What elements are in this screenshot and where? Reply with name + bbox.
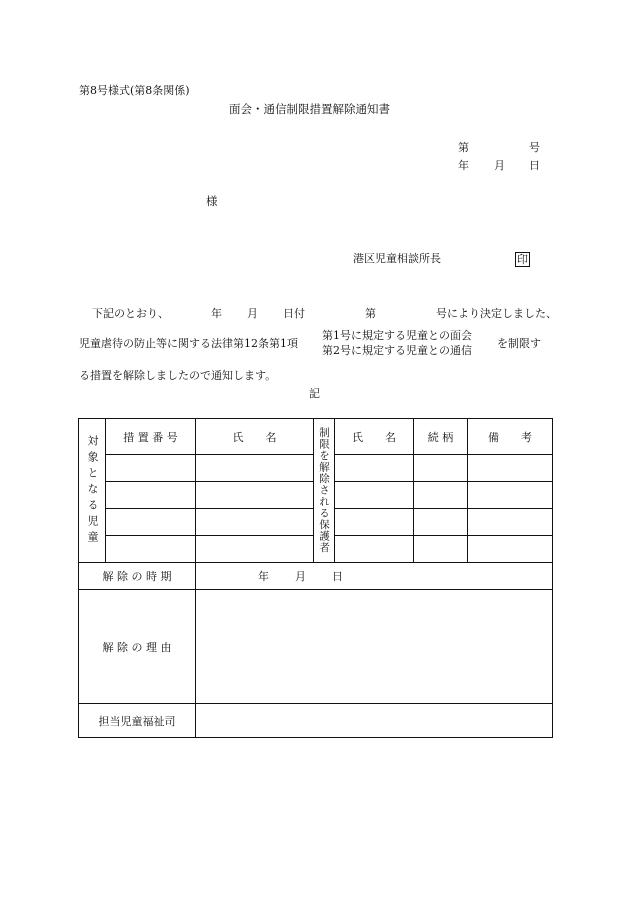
- notes-cell[interactable]: [468, 536, 553, 563]
- release-date-cell[interactable]: [196, 563, 553, 590]
- header-relation: 続 柄: [414, 419, 468, 455]
- body-line1-dated: 日付: [283, 307, 305, 320]
- child-name-cell[interactable]: [196, 509, 314, 536]
- measure-no-cell[interactable]: [106, 509, 196, 536]
- release-date-day: 日: [332, 570, 343, 583]
- number-go: 号: [529, 141, 540, 154]
- header-guardian-name: 氏 名: [335, 419, 414, 455]
- guardian-name-cell[interactable]: [335, 536, 414, 563]
- body-line1-suffix: 号により決定しました、: [436, 307, 557, 320]
- notes-cell[interactable]: [468, 455, 553, 482]
- document-title: 面会・通信制限措置解除通知書: [229, 102, 390, 116]
- guardian-name-cell[interactable]: [335, 482, 414, 509]
- sender-name: 港区児童相談所長: [353, 252, 441, 265]
- body-line1-month: 月: [247, 307, 258, 320]
- notes-cell[interactable]: [468, 482, 553, 509]
- target-child-label: 対象となる児童: [86, 434, 99, 547]
- relation-cell[interactable]: [414, 509, 468, 536]
- body-line1-year: 年: [211, 307, 222, 320]
- release-date-month: 月: [295, 570, 306, 583]
- body-line2-suffix: を制限す: [497, 337, 541, 350]
- table-header-row: [79, 419, 553, 455]
- body-line2-option1: 第1号に規定する児童との面会: [322, 329, 472, 342]
- child-name-cell[interactable]: [196, 455, 314, 482]
- relation-cell[interactable]: [414, 536, 468, 563]
- date-day: 日: [529, 159, 540, 172]
- guardian-label: 制限を解除される保護者: [318, 427, 330, 554]
- release-reason-row: [79, 590, 553, 704]
- date-year: 年: [458, 159, 469, 172]
- child-name-cell[interactable]: [196, 536, 314, 563]
- release-details-table: [78, 418, 553, 738]
- release-time-label: 解 除 の 時 期: [79, 563, 196, 590]
- caseworker-label: 担当児童福祉司: [79, 704, 196, 738]
- measure-no-cell[interactable]: [106, 455, 196, 482]
- child-name-cell[interactable]: [196, 482, 314, 509]
- number-dai: 第: [458, 141, 469, 154]
- target-child-cell: [79, 419, 106, 563]
- guardian-cell: [314, 419, 335, 563]
- form-label: 第8号様式(第8条関係): [79, 84, 190, 97]
- release-reason-label: 解 除 の 理 由: [79, 590, 196, 704]
- caseworker-row: [79, 704, 553, 738]
- relation-cell[interactable]: [414, 455, 468, 482]
- guardian-name-cell[interactable]: [335, 509, 414, 536]
- body-line1-dai: 第: [365, 307, 376, 320]
- seal-text: 印: [517, 253, 528, 266]
- body-line2-prefix: 児童虐待の防止等に関する法律第12条第1項: [79, 337, 298, 350]
- date-month: 月: [494, 159, 505, 172]
- header-measure-no: 措 置 番 号: [106, 419, 196, 455]
- release-time-row: [79, 563, 553, 590]
- measure-no-cell[interactable]: [106, 482, 196, 509]
- caseworker-cell[interactable]: [196, 704, 553, 738]
- release-date-year: 年: [258, 570, 269, 583]
- notes-cell[interactable]: [468, 509, 553, 536]
- body-line2-option2: 第2号に規定する児童との通信: [322, 344, 472, 357]
- body-line3: る措置を解除しましたので通知します。: [79, 369, 277, 382]
- seal-mark: [515, 248, 530, 267]
- measure-no-cell[interactable]: [106, 536, 196, 563]
- guardian-name-cell[interactable]: [335, 455, 414, 482]
- relation-cell[interactable]: [414, 482, 468, 509]
- header-notes: 備 考: [468, 419, 553, 455]
- body-line1-prefix: 下記のとおり、: [92, 307, 169, 320]
- ki-heading: 記: [309, 387, 320, 400]
- release-reason-cell[interactable]: [196, 590, 553, 704]
- recipient-suffix: 様: [206, 194, 218, 208]
- header-child-name: 氏 名: [196, 419, 314, 455]
